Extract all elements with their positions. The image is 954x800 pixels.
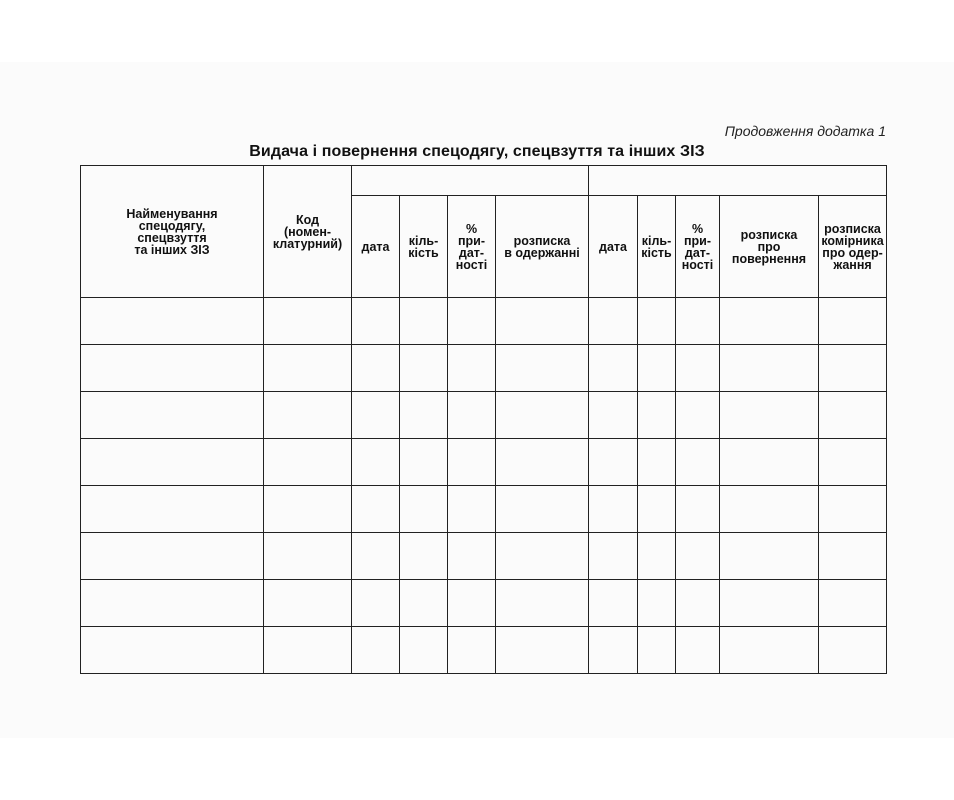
cell-return-quantity[interactable] [638,580,676,627]
cell-return-quantity[interactable] [638,439,676,486]
cell-issue-signature[interactable] [496,345,589,392]
header-issue-receipt-signature-text: розписка в одержанні [504,233,580,260]
cell-storekeeper-signature[interactable] [819,345,887,392]
header-issue-quantity [400,196,448,298]
header-storekeeper-signature-text: розписка комірника про одер- жання [821,221,884,272]
header-item-code [264,166,352,298]
cell-item-code[interactable] [264,627,352,674]
cell-return-fitness[interactable] [676,392,720,439]
cell-return-date[interactable] [589,439,638,486]
cell-issue-fitness[interactable] [448,486,496,533]
cell-issue-date[interactable] [352,345,400,392]
cell-item-code[interactable] [264,439,352,486]
cell-return-quantity[interactable] [638,486,676,533]
cell-return-signature[interactable] [720,486,819,533]
cell-return-fitness[interactable] [676,533,720,580]
header-item-name [81,166,264,298]
cell-item-code[interactable] [264,580,352,627]
cell-issue-quantity[interactable] [400,627,448,674]
cell-item-code[interactable] [264,533,352,580]
table-body [81,298,887,674]
cell-storekeeper-signature[interactable] [819,298,887,345]
cell-return-quantity[interactable] [638,392,676,439]
table-row [81,392,887,439]
cell-storekeeper-signature[interactable] [819,439,887,486]
cell-return-fitness[interactable] [676,627,720,674]
cell-item-code[interactable] [264,486,352,533]
cell-issue-signature[interactable] [496,298,589,345]
cell-issue-quantity[interactable] [400,439,448,486]
cell-item-name[interactable] [81,298,264,345]
cell-return-quantity[interactable] [638,345,676,392]
cell-issue-signature[interactable] [496,392,589,439]
cell-item-name[interactable] [81,580,264,627]
cell-issue-date[interactable] [352,627,400,674]
header-item-name-text: Найменування спецодягу, спецвзуття та інших ЗІЗ [126,206,218,257]
cell-item-code[interactable] [264,392,352,439]
cell-item-code[interactable] [264,298,352,345]
header-item-code-text: Код (номен- клатурний) [272,212,343,251]
header-return-fitness-percent [676,196,720,298]
cell-storekeeper-signature[interactable] [819,627,887,674]
cell-issue-quantity[interactable] [400,298,448,345]
cell-issue-signature[interactable] [496,439,589,486]
cell-return-quantity[interactable] [638,627,676,674]
cell-storekeeper-signature[interactable] [819,533,887,580]
ppe-issue-return-table [80,165,887,674]
cell-item-name[interactable] [81,392,264,439]
appendix-continuation-label: Продовження додатка 1 [724,123,886,139]
cell-issue-date[interactable] [352,580,400,627]
cell-issue-fitness[interactable] [448,439,496,486]
table-row [81,486,887,533]
cell-issue-fitness[interactable] [448,533,496,580]
cell-return-date[interactable] [589,627,638,674]
header-return-fitness-percent-text: % при- дат- ності [681,221,714,272]
cell-issue-fitness[interactable] [448,580,496,627]
cell-issue-quantity[interactable] [400,486,448,533]
cell-item-name[interactable] [81,439,264,486]
cell-item-name[interactable] [81,533,264,580]
header-return-signature-text: розписка про повернення [731,227,807,266]
cell-return-signature[interactable] [720,439,819,486]
cell-return-fitness[interactable] [676,345,720,392]
header-return-quantity-text: кіль- кість [641,233,672,260]
header-return-signature [720,196,819,298]
header-return-group [589,166,887,196]
header-issue-fitness-percent-text: % при- дат- ності [455,221,488,272]
cell-item-name[interactable] [81,486,264,533]
table-row [81,627,887,674]
cell-issue-quantity[interactable] [400,533,448,580]
cell-return-fitness[interactable] [676,439,720,486]
cell-return-date[interactable] [589,298,638,345]
header-issue-receipt-signature [496,196,589,298]
cell-return-date[interactable] [589,533,638,580]
cell-issue-quantity[interactable] [400,392,448,439]
form-title: Видача і повернення спецодягу, спецвзуття та інших ЗІЗ [249,143,705,160]
cell-item-code[interactable] [264,345,352,392]
cell-issue-signature[interactable] [496,627,589,674]
header-storekeeper-signature [819,196,887,298]
cell-storekeeper-signature[interactable] [819,392,887,439]
header-issue-group [352,166,589,196]
cell-issue-date[interactable] [352,486,400,533]
cell-return-signature[interactable] [720,298,819,345]
cell-issue-date[interactable] [352,533,400,580]
table-row [81,533,887,580]
cell-issue-signature[interactable] [496,533,589,580]
cell-storekeeper-signature[interactable] [819,486,887,533]
cell-return-fitness[interactable] [676,580,720,627]
cell-return-date[interactable] [589,392,638,439]
cell-storekeeper-signature[interactable] [819,580,887,627]
table-row [81,345,887,392]
cell-return-quantity[interactable] [638,298,676,345]
header-issue-date-text: дата [361,239,390,254]
table-row [81,439,887,486]
cell-issue-date[interactable] [352,392,400,439]
cell-issue-signature[interactable] [496,486,589,533]
cell-return-quantity[interactable] [638,533,676,580]
cell-return-date[interactable] [589,580,638,627]
header-return-date [589,196,638,298]
cell-issue-quantity[interactable] [400,345,448,392]
cell-issue-quantity[interactable] [400,580,448,627]
cell-return-signature[interactable] [720,345,819,392]
cell-issue-fitness[interactable] [448,345,496,392]
cell-return-signature[interactable] [720,392,819,439]
cell-issue-signature[interactable] [496,580,589,627]
cell-item-name[interactable] [81,345,264,392]
header-issue-fitness-percent [448,196,496,298]
cell-issue-fitness[interactable] [448,392,496,439]
cell-return-signature[interactable] [720,533,819,580]
cell-issue-date[interactable] [352,439,400,486]
table-row [81,580,887,627]
cell-return-fitness[interactable] [676,486,720,533]
cell-issue-fitness[interactable] [448,627,496,674]
header-issue-date [352,196,400,298]
cell-issue-date[interactable] [352,298,400,345]
cell-return-date[interactable] [589,486,638,533]
table-row [81,298,887,345]
cell-return-fitness[interactable] [676,298,720,345]
header-return-date-text: дата [599,239,627,254]
header-return-quantity [638,196,676,298]
cell-issue-fitness[interactable] [448,298,496,345]
header-issue-quantity-text: кіль- кість [408,233,439,260]
cell-return-date[interactable] [589,345,638,392]
cell-return-signature[interactable] [720,580,819,627]
cell-return-signature[interactable] [720,627,819,674]
cell-item-name[interactable] [81,627,264,674]
